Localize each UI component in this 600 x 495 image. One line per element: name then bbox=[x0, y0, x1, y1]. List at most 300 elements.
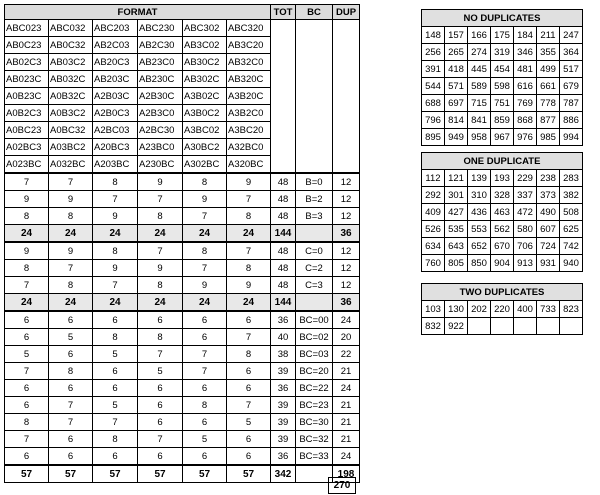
table-cell: 409 bbox=[422, 204, 445, 221]
empty-cell bbox=[296, 37, 333, 54]
table-cell: 6 bbox=[138, 311, 183, 329]
empty-cell bbox=[333, 88, 360, 105]
table-cell: 625 bbox=[560, 221, 583, 238]
table-cell: 823 bbox=[560, 301, 583, 318]
table-cell: 940 bbox=[560, 255, 583, 272]
table-cell: 8 bbox=[5, 260, 49, 277]
table-cell: 688 bbox=[422, 95, 445, 112]
table-cell: 6 bbox=[227, 448, 271, 466]
table-cell: C=3 bbox=[296, 277, 333, 294]
table-row bbox=[422, 301, 583, 318]
table-cell: 9 bbox=[93, 208, 138, 225]
table-cell: 24 bbox=[49, 225, 93, 243]
table-cell: A2B3C0 bbox=[138, 105, 183, 122]
table-cell: AB02C3 bbox=[5, 54, 49, 71]
table-cell: 8 bbox=[49, 277, 93, 294]
table-cell: 6 bbox=[49, 448, 93, 466]
table-cell: A32BC0 bbox=[227, 139, 271, 156]
table-cell: 24 bbox=[333, 448, 360, 466]
table-cell: 5 bbox=[49, 329, 93, 346]
table-cell: 144 bbox=[271, 225, 296, 243]
table-cell: A0B23C bbox=[5, 88, 49, 105]
table-cell: 364 bbox=[560, 44, 583, 61]
table-cell: 985 bbox=[537, 129, 560, 146]
table-row bbox=[422, 27, 583, 44]
table-cell: 994 bbox=[560, 129, 583, 146]
table-cell: 24 bbox=[138, 225, 183, 243]
table-cell: A320BC bbox=[227, 156, 271, 174]
table-cell: 6 bbox=[183, 380, 227, 397]
table-cell: 12 bbox=[333, 260, 360, 277]
table-cell: 247 bbox=[560, 27, 583, 44]
table-cell: 139 bbox=[468, 170, 491, 187]
table-cell: 6 bbox=[5, 448, 49, 466]
table-cell: BC=02 bbox=[296, 329, 333, 346]
empty-cell bbox=[296, 71, 333, 88]
table-cell: A3BC02 bbox=[183, 122, 227, 139]
table-cell: AB30C2 bbox=[183, 54, 227, 71]
table-cell: 8 bbox=[227, 260, 271, 277]
table-cell: A0B3C2 bbox=[49, 105, 93, 122]
table-cell: 8 bbox=[138, 277, 183, 294]
table-cell: 21 bbox=[333, 363, 360, 380]
table-cell: 7 bbox=[93, 191, 138, 208]
table-cell: 751 bbox=[491, 95, 514, 112]
table-row bbox=[422, 238, 583, 255]
table-cell: A2BC03 bbox=[93, 122, 138, 139]
table-cell: 12 bbox=[333, 277, 360, 294]
table-cell: A2B30C bbox=[138, 88, 183, 105]
table-cell: 697 bbox=[445, 95, 468, 112]
table-cell: 6 bbox=[93, 311, 138, 329]
table-cell: 24 bbox=[333, 311, 360, 329]
format-row bbox=[5, 88, 360, 105]
table-cell: C=2 bbox=[296, 260, 333, 277]
table-cell: A3BC20 bbox=[227, 122, 271, 139]
table-cell: A3B2C0 bbox=[227, 105, 271, 122]
format-row bbox=[5, 122, 360, 139]
table-cell: 337 bbox=[514, 187, 537, 204]
table-cell: 283 bbox=[560, 170, 583, 187]
table-cell: A2BC30 bbox=[138, 122, 183, 139]
table-cell: AB32C0 bbox=[227, 54, 271, 71]
table-cell: 598 bbox=[491, 78, 514, 95]
table-cell: 8 bbox=[138, 329, 183, 346]
table-cell: 9 bbox=[183, 191, 227, 208]
table-cell: 6 bbox=[93, 448, 138, 466]
table-cell: B=2 bbox=[296, 191, 333, 208]
table-cell: 7 bbox=[227, 397, 271, 414]
no-duplicates-title: NO DUPLICATES bbox=[422, 10, 583, 27]
table-cell: 24 bbox=[138, 294, 183, 312]
table-cell: 6 bbox=[138, 414, 183, 431]
table-cell: 112 bbox=[422, 170, 445, 187]
table-cell: AB032C bbox=[49, 71, 93, 88]
one-duplicate-table bbox=[421, 152, 583, 272]
table-cell: 8 bbox=[183, 397, 227, 414]
format-row bbox=[5, 139, 360, 156]
table-cell: A02BC3 bbox=[5, 139, 49, 156]
table-row bbox=[422, 204, 583, 221]
table-cell: 6 bbox=[183, 414, 227, 431]
table-cell: 39 bbox=[271, 431, 296, 448]
table-row bbox=[422, 95, 583, 112]
table-cell: 274 bbox=[468, 44, 491, 61]
table-cell: 6 bbox=[49, 380, 93, 397]
empty-cell bbox=[271, 88, 296, 105]
table-cell: 319 bbox=[491, 44, 514, 61]
table-cell: 850 bbox=[468, 255, 491, 272]
table-cell: 6 bbox=[93, 380, 138, 397]
table-cell: 24 bbox=[227, 294, 271, 312]
table-cell: 24 bbox=[49, 294, 93, 312]
bc-header: BC bbox=[296, 5, 333, 20]
format-row bbox=[5, 37, 360, 54]
empty-cell bbox=[296, 54, 333, 71]
table-cell: BC=20 bbox=[296, 363, 333, 380]
table-cell: 742 bbox=[560, 238, 583, 255]
table-row bbox=[422, 255, 583, 272]
table-cell: 48 bbox=[271, 260, 296, 277]
table-cell: 877 bbox=[537, 112, 560, 129]
table-cell: 48 bbox=[271, 173, 296, 191]
table-cell: ABC023 bbox=[5, 20, 49, 37]
table-cell: 24 bbox=[93, 225, 138, 243]
table-row bbox=[422, 78, 583, 95]
table-cell: BC=03 bbox=[296, 346, 333, 363]
table-cell: 229 bbox=[514, 170, 537, 187]
empty-cell bbox=[333, 54, 360, 71]
table-cell: 57 bbox=[227, 465, 271, 483]
table-cell: 607 bbox=[537, 221, 560, 238]
table-cell: 382 bbox=[560, 187, 583, 204]
table-cell: 256 bbox=[422, 44, 445, 61]
table-row bbox=[422, 221, 583, 238]
table-cell: 7 bbox=[227, 242, 271, 260]
table-cell: 8 bbox=[93, 329, 138, 346]
table-cell: 40 bbox=[271, 329, 296, 346]
subtotal-row bbox=[5, 225, 360, 243]
table-cell: 805 bbox=[445, 255, 468, 272]
table-row bbox=[422, 44, 583, 61]
table-cell bbox=[468, 318, 491, 335]
table-cell: 9 bbox=[5, 191, 49, 208]
table-cell: 886 bbox=[560, 112, 583, 129]
table-cell: BC=33 bbox=[296, 448, 333, 466]
table-cell: 148 bbox=[422, 27, 445, 44]
empty-cell bbox=[271, 20, 296, 37]
table-cell: ABC320 bbox=[227, 20, 271, 37]
table-row bbox=[5, 363, 360, 380]
table-row bbox=[422, 318, 583, 335]
table-cell: 562 bbox=[491, 221, 514, 238]
table-cell: AB302C bbox=[183, 71, 227, 88]
table-cell: 6 bbox=[5, 397, 49, 414]
table-cell: 868 bbox=[514, 112, 537, 129]
empty-cell bbox=[271, 122, 296, 139]
table-cell: 553 bbox=[468, 221, 491, 238]
table-cell: 24 bbox=[183, 225, 227, 243]
table-cell: 7 bbox=[49, 414, 93, 431]
table-cell: 9 bbox=[227, 173, 271, 191]
empty-cell bbox=[296, 88, 333, 105]
table-cell bbox=[296, 225, 333, 243]
table-cell: BC=22 bbox=[296, 380, 333, 397]
table-cell: 6 bbox=[183, 311, 227, 329]
table-row bbox=[5, 329, 360, 346]
table-cell: 9 bbox=[227, 277, 271, 294]
table-cell: 39 bbox=[271, 414, 296, 431]
table-cell: 490 bbox=[537, 204, 560, 221]
table-cell: 580 bbox=[514, 221, 537, 238]
table-cell: 7 bbox=[227, 329, 271, 346]
table-cell: BC=32 bbox=[296, 431, 333, 448]
table-cell: 6 bbox=[49, 346, 93, 363]
table-cell: 9 bbox=[183, 277, 227, 294]
table-cell: 778 bbox=[537, 95, 560, 112]
table-cell: BC=30 bbox=[296, 414, 333, 431]
table-cell: 39 bbox=[271, 363, 296, 380]
empty-cell bbox=[333, 156, 360, 174]
format-row bbox=[5, 156, 360, 174]
table-cell: 661 bbox=[537, 78, 560, 95]
table-cell: 7 bbox=[138, 242, 183, 260]
table-cell: BC=23 bbox=[296, 397, 333, 414]
table-cell: 6 bbox=[227, 380, 271, 397]
table-cell: 9 bbox=[49, 191, 93, 208]
table-cell: 220 bbox=[491, 301, 514, 318]
table-row bbox=[5, 414, 360, 431]
table-row bbox=[422, 112, 583, 129]
table-cell: 9 bbox=[138, 173, 183, 191]
table-cell: ABC203 bbox=[93, 20, 138, 37]
table-cell: 814 bbox=[445, 112, 468, 129]
table-cell: 8 bbox=[49, 208, 93, 225]
table-cell: A203BC bbox=[93, 156, 138, 174]
table-cell: 9 bbox=[49, 242, 93, 260]
table-cell: 6 bbox=[227, 311, 271, 329]
table-cell: 733 bbox=[537, 301, 560, 318]
table-cell: AB203C bbox=[93, 71, 138, 88]
table-row bbox=[5, 242, 360, 260]
grand-total-dup: 270 bbox=[328, 477, 356, 494]
format-row bbox=[5, 20, 360, 37]
empty-cell bbox=[271, 156, 296, 174]
table-cell: 6 bbox=[227, 431, 271, 448]
table-cell: 57 bbox=[5, 465, 49, 483]
table-cell: 7 bbox=[183, 363, 227, 380]
table-cell: 976 bbox=[514, 129, 537, 146]
table-cell: AB03C2 bbox=[49, 54, 93, 71]
table-cell: 7 bbox=[93, 277, 138, 294]
table-cell: B=3 bbox=[296, 208, 333, 225]
table-cell: AB230C bbox=[138, 71, 183, 88]
empty-cell bbox=[333, 105, 360, 122]
table-row bbox=[5, 208, 360, 225]
table-row bbox=[422, 61, 583, 78]
table-cell: 571 bbox=[445, 78, 468, 95]
table-cell: 6 bbox=[138, 380, 183, 397]
table-cell: 9 bbox=[93, 260, 138, 277]
table-cell: 57 bbox=[49, 465, 93, 483]
table-cell: 589 bbox=[468, 78, 491, 95]
table-cell: 310 bbox=[468, 187, 491, 204]
table-cell: 5 bbox=[93, 397, 138, 414]
empty-cell bbox=[296, 20, 333, 37]
table-cell: 418 bbox=[445, 61, 468, 78]
table-cell: 832 bbox=[422, 318, 445, 335]
table-cell: 6 bbox=[93, 363, 138, 380]
empty-cell bbox=[333, 71, 360, 88]
table-cell: 7 bbox=[183, 208, 227, 225]
table-cell: 130 bbox=[445, 301, 468, 318]
table-cell: A0BC32 bbox=[49, 122, 93, 139]
table-cell: A20BC3 bbox=[93, 139, 138, 156]
table-cell: 36 bbox=[271, 448, 296, 466]
table-cell: A0BC23 bbox=[5, 122, 49, 139]
table-row bbox=[5, 380, 360, 397]
table-cell: 922 bbox=[445, 318, 468, 335]
table-row bbox=[5, 260, 360, 277]
table-cell: 8 bbox=[183, 173, 227, 191]
table-cell: AB2C03 bbox=[93, 37, 138, 54]
table-cell: 157 bbox=[445, 27, 468, 44]
table-cell: 9 bbox=[5, 242, 49, 260]
table-cell: 8 bbox=[227, 208, 271, 225]
table-row bbox=[5, 173, 360, 191]
no-duplicates-table bbox=[421, 9, 583, 146]
format-table-header bbox=[5, 5, 360, 20]
table-cell: 39 bbox=[271, 397, 296, 414]
table-row bbox=[422, 187, 583, 204]
table-cell: 7 bbox=[138, 431, 183, 448]
table-cell: 48 bbox=[271, 277, 296, 294]
table-cell: A3B0C2 bbox=[183, 105, 227, 122]
table-cell: AB23C0 bbox=[138, 54, 183, 71]
table-cell: 36 bbox=[333, 225, 360, 243]
table-cell: A03BC2 bbox=[49, 139, 93, 156]
table-row bbox=[5, 431, 360, 448]
table-cell: A2B03C bbox=[93, 88, 138, 105]
table-cell: A2B0C3 bbox=[93, 105, 138, 122]
table-cell: 8 bbox=[5, 414, 49, 431]
table-cell: 481 bbox=[514, 61, 537, 78]
one-duplicate-title: ONE DUPLICATE bbox=[422, 153, 583, 170]
table-cell bbox=[491, 318, 514, 335]
table-cell: 859 bbox=[491, 112, 514, 129]
table-cell: 36 bbox=[333, 294, 360, 312]
table-cell: 7 bbox=[5, 173, 49, 191]
table-cell: 193 bbox=[491, 170, 514, 187]
table-cell: 6 bbox=[138, 448, 183, 466]
table-cell: 8 bbox=[5, 208, 49, 225]
table-cell: 517 bbox=[560, 61, 583, 78]
table-cell: 265 bbox=[445, 44, 468, 61]
subtotal-row bbox=[5, 294, 360, 312]
empty-cell bbox=[271, 71, 296, 88]
table-cell: 6 bbox=[183, 448, 227, 466]
table-cell: 5 bbox=[183, 431, 227, 448]
table-cell: A0B2C3 bbox=[5, 105, 49, 122]
table-cell: 7 bbox=[138, 191, 183, 208]
table-cell: 7 bbox=[5, 363, 49, 380]
table-cell: 24 bbox=[227, 225, 271, 243]
table-cell: 535 bbox=[445, 221, 468, 238]
table-cell: A0B32C bbox=[49, 88, 93, 105]
table-cell: 9 bbox=[138, 260, 183, 277]
table-cell: 841 bbox=[468, 112, 491, 129]
table-cell: BC=00 bbox=[296, 311, 333, 329]
table-cell: 24 bbox=[183, 294, 227, 312]
table-cell: 24 bbox=[5, 294, 49, 312]
table-cell: AB0C23 bbox=[5, 37, 49, 54]
table-cell: 760 bbox=[422, 255, 445, 272]
table-cell: 724 bbox=[537, 238, 560, 255]
table-cell: 526 bbox=[422, 221, 445, 238]
table-cell: 895 bbox=[422, 129, 445, 146]
empty-cell bbox=[271, 139, 296, 156]
table-cell: 198 bbox=[333, 465, 360, 483]
table-cell: 7 bbox=[49, 397, 93, 414]
table-cell: A23BC0 bbox=[138, 139, 183, 156]
format-row bbox=[5, 54, 360, 71]
table-cell: 8 bbox=[183, 242, 227, 260]
table-cell: 38 bbox=[271, 346, 296, 363]
table-cell: 211 bbox=[537, 27, 560, 44]
empty-cell bbox=[271, 105, 296, 122]
table-cell: ABC032 bbox=[49, 20, 93, 37]
table-cell: 21 bbox=[333, 431, 360, 448]
table-cell: 436 bbox=[468, 204, 491, 221]
table-cell: 5 bbox=[93, 346, 138, 363]
table-cell: 7 bbox=[49, 260, 93, 277]
table-cell: 7 bbox=[138, 346, 183, 363]
table-cell: 454 bbox=[491, 61, 514, 78]
table-cell: 652 bbox=[468, 238, 491, 255]
table-cell: 202 bbox=[468, 301, 491, 318]
tot-header: TOT bbox=[271, 5, 296, 20]
table-cell: 643 bbox=[445, 238, 468, 255]
table-cell: 6 bbox=[183, 329, 227, 346]
table-cell: 931 bbox=[537, 255, 560, 272]
table-cell: AB20C3 bbox=[93, 54, 138, 71]
table-cell: 12 bbox=[333, 242, 360, 260]
table-cell: 12 bbox=[333, 173, 360, 191]
table-cell: 342 bbox=[271, 465, 296, 483]
table-cell: 166 bbox=[468, 27, 491, 44]
table-cell: 7 bbox=[49, 173, 93, 191]
table-cell: 36 bbox=[271, 311, 296, 329]
format-row bbox=[5, 105, 360, 122]
table-cell: 679 bbox=[560, 78, 583, 95]
table-cell: AB023C bbox=[5, 71, 49, 88]
table-cell: 949 bbox=[445, 129, 468, 146]
table-cell: 715 bbox=[468, 95, 491, 112]
table-cell: 12 bbox=[333, 208, 360, 225]
table-row bbox=[5, 448, 360, 466]
table-cell: 7 bbox=[93, 414, 138, 431]
table-row bbox=[422, 170, 583, 187]
table-cell: 6 bbox=[227, 363, 271, 380]
table-cell: 373 bbox=[537, 187, 560, 204]
table-cell: 24 bbox=[333, 380, 360, 397]
table-cell: 20 bbox=[333, 329, 360, 346]
table-cell bbox=[537, 318, 560, 335]
table-cell: 48 bbox=[271, 191, 296, 208]
table-cell: 616 bbox=[514, 78, 537, 95]
table-cell: 103 bbox=[422, 301, 445, 318]
empty-cell bbox=[333, 20, 360, 37]
